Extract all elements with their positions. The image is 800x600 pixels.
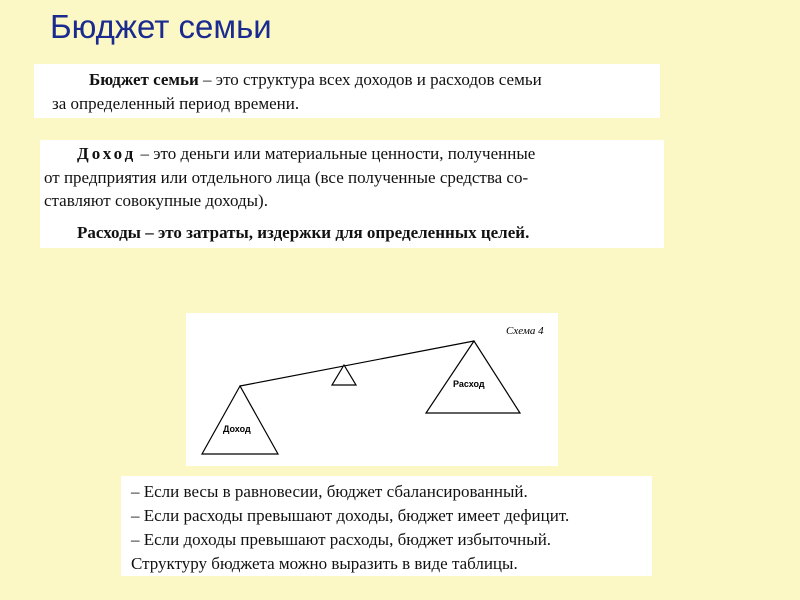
- conclusions-box: [121, 476, 652, 576]
- budget-term: Бюджет семьи: [89, 70, 199, 89]
- income-definition-line-1: [77, 144, 535, 164]
- conclusion-item: – Если весы в равновесии, бюджет сбалансированный.: [131, 482, 528, 501]
- conclusion-item: Структуру бюджета можно выразить в виде таблицы.: [131, 554, 518, 573]
- income-label: Доход: [223, 424, 251, 434]
- budget-definition-box: [34, 64, 660, 118]
- expense-triangle: [426, 341, 520, 413]
- income-expense-definition-box: [40, 140, 664, 248]
- scheme-caption: Схема 4: [506, 325, 544, 337]
- budget-definition-line-1: [89, 70, 542, 90]
- balance-scheme: [186, 313, 558, 466]
- expense-label: Расход: [453, 379, 485, 389]
- income-definition-line-2: от предприятия или отдельного лица (все полученные средства со-: [44, 168, 529, 187]
- expense-term: Расходы: [77, 223, 141, 242]
- balance-beam: [240, 341, 474, 386]
- income-term: Доход: [77, 144, 137, 163]
- budget-definition-line-2: за определенный период времени.: [52, 94, 300, 113]
- budget-definition-text: – это структура всех доходов и расходов семьи: [198, 70, 542, 89]
- balance-scale-drawing: [186, 313, 558, 466]
- expense-definition-text: – это затраты, издержки для определенных целей.: [140, 223, 530, 242]
- income-definition-text: – это деньги или материальные ценности, полученные: [136, 144, 536, 163]
- income-triangle: [202, 386, 278, 454]
- income-definition-line-3: ставляют совокупные доходы).: [44, 191, 268, 210]
- conclusion-item: – Если доходы превышают расходы, бюджет избыточный.: [131, 530, 552, 549]
- slide-title: Бюджет семьи: [50, 8, 272, 45]
- expense-definition-line: [77, 223, 529, 243]
- conclusion-item: – Если расходы превышают доходы, бюджет имеет дефицит.: [131, 506, 570, 525]
